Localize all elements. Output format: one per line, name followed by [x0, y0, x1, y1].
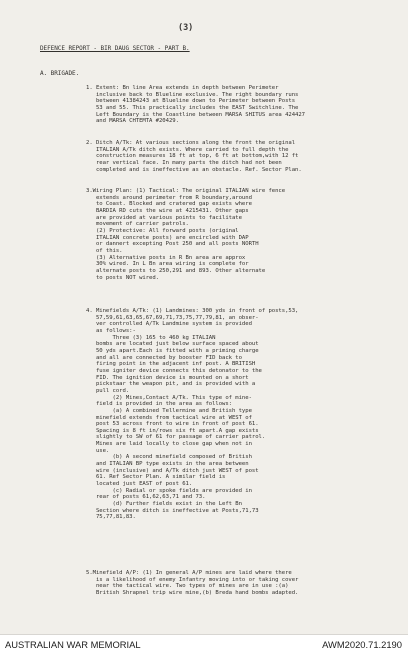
paragraph-minefields-atk: 4. Minefields A/Tk: (1) Landmines: 300 yds in front of posts,53, 57,59,61,63,65,67,69,71,73,75,77,79,81, an obser- ver controlled A/Tk Landmine system is provided as follows:- Three (3) 165 to 460 kg ITALIAN bombs are located just below surface spaced about 50 yds apart.Each is fitted with a priming charge and all are connected by booster FID back to firing point in the adjacent inf post. A BRITISH fuse igniter device connects this detonator to the FID. The ignition device is mounted on a short pickstaar the weapon pit, and is provided with a pull cord. (2) Mines,Contact A/Tk. This type of mine- field is provided in the area as follows: (a) A combined Tellermine and British type minefield extends from tactical wire at WEST of post 53 across front to wire in front of post 61. Spacing is 8 ft in/rows six ft apart.A gap exists slightly to SW of 61 for passage of carrier patrol. Mines are laid locally to close gap when not in use. (b) A second minefield composed of British and ITALIAN BP type exists in the area between wire (inclusive) and A/Tk ditch just WEST of post 61. Ref Sector Plan. A similar field is located just EAST of post 61. (c) Radial or spoke fields are provided in rear of posts 61,62,63,71 and 73. (d) Further fields exist in the Left Bn Section where ditch is ineffective at Posts,71,73 75,77,81,83. — [86, 308, 299, 521]
archive-footer — [0, 634, 408, 653]
paragraph-extent: 1. Extent: Bn line Area extends in depth between Perimeter inclusive back to Blueline exclusive. The right boundary runs between 41384243 at Blueline down to Perimeter between Posts 53 and 55. This practically includes the EAST Switchline. The Left Boundary is the Coastline between MARSA SHITUS area 424427 and MARSA CHTEMTA #20429. — [86, 85, 305, 125]
paragraph-minefield-ap: 5.Minefield A/P: (1) In general A/P mines are laid where there is a likelihood of enemy Infantry moving into or taking cover near the tactical wire. Two types of mines are in use :(a) British Shrapnel trip wire mine,(b) Breda hand bombs adapted. — [86, 570, 299, 596]
paragraph-ditch: 2. Ditch A/Tk: At various sections along the front the original ITALIAN A/Tk ditch exists. Where carried to full depth the construction measures 18 ft at top, 6 ft at bottom,with 12 ft rear vertical face. In many parts the ditch had not been completed and is ineffective as an obstacle. Ref. Sector Plan. — [86, 140, 302, 173]
footer-institution: AUSTRALIAN WAR MEMORIAL — [5, 639, 141, 650]
document-heading: DEFENCE REPORT - BIR DAUG SECTOR - PART B. — [40, 45, 190, 52]
page-number: (3) — [178, 23, 194, 33]
section-heading: A. BRIGADE. — [40, 70, 80, 77]
paragraph-wiring-plan: 3.Wiring Plan: (1) Tactical: The original ITALIAN wire fence extends around perimeter from R boundary,around to Coast. Blocked and cratered gap exists where BARDIA RD cuts the wire at 4215431. Other gaps are provided at various points to facilitate movement of carrier patrols. (2) Protective: All forward posts (original ITALIAN concrete posts) are encircled with DAP or dannert excepting Post 250 and all posts NORTH of this. (3) Alternative posts in R Bn area are approx 30% wired. In L Bn area wiring is complete for alternate posts to 250,291 and 893. Other alternate to posts NOT wired. — [86, 188, 286, 281]
footer-accession-number: AWM2020.71.2190 — [322, 639, 402, 650]
